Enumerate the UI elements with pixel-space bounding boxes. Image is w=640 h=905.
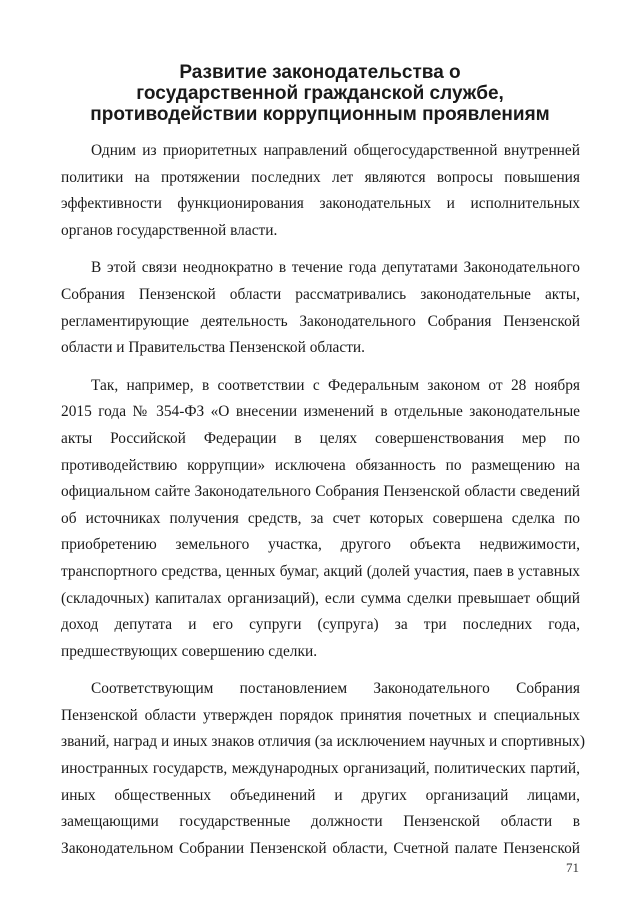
page-number: 71 — [566, 860, 579, 875]
text-line: предшествующих совершению сделки. — [61, 642, 318, 660]
text-line: регламентирующие деятельность Законодательного Собрания Пензенской — [61, 312, 580, 330]
text-line: приобретению земельного участка, другого объекта недвижимости, — [61, 536, 580, 554]
paragraph — [61, 255, 580, 361]
text-line: противодействию коррупции» исключена обязанность по размещению на — [61, 456, 580, 474]
paragraph — [61, 676, 586, 862]
title-line: государственной гражданской службе, — [136, 83, 504, 104]
text-line: Одним из приоритетных направлений общегосударственной внутренней — [91, 142, 580, 159]
text-line: (складочных) капиталах организаций), если сумма сделки превышает общий — [61, 589, 580, 607]
paragraph — [61, 138, 580, 244]
text-line: Соответствующим постановлением Законодательного Собрания — [91, 680, 580, 698]
document-title — [40, 62, 600, 125]
text-line: В этой связи неоднократно в течение года депутатами Законодательного — [91, 259, 580, 277]
text-line: званий, наград и иных знаков отличия (за исключением научных и спортивных) — [61, 733, 586, 751]
text-line: транспортного средства, ценных бумаг, акций (долей участия, паев в уставных — [61, 562, 580, 580]
text-line: 2015 года № 354-ФЗ «О внесении изменений в отдельные законодательные — [61, 403, 580, 421]
text-line: замещающими государственные должности Пензенской области в — [61, 813, 580, 831]
text-line: об источниках получения средств, за счет которых совершена сделка по — [61, 509, 580, 527]
text-line: Так, например, в соответствии с Федеральным законом от 28 ноября — [91, 376, 580, 394]
text-line: Пензенской области утвержден порядок принятия почетных и специальных — [61, 706, 580, 724]
text-line: эффективности функционирования законодательных и исполнительных — [61, 195, 580, 213]
text-line: акты Российской Федерации в целях совершенствования мер по — [61, 429, 580, 447]
text-line: иных общественных объединений и других организаций лицами, — [61, 786, 580, 804]
text-line: официальном сайте Законодательного Собрания Пензенской области сведений — [61, 483, 580, 501]
text-line: иностранных государств, международных организаций, политических партий, — [61, 760, 580, 778]
text-line: политики на протяжении последних лет являются вопросы повышения — [61, 168, 580, 186]
title-line: противодействии коррупционным проявлениям — [90, 104, 550, 125]
text-line: Законодательном Собрании Пензенской области, Счетной палате Пензенской — [61, 839, 580, 857]
paragraph — [61, 373, 580, 666]
text-line: области и Правительства Пензенской области. — [61, 339, 366, 357]
text-line: Собрания Пензенской области рассматривались законодательные акты, — [61, 285, 580, 303]
text-line: доход депутата и его супруги (супруга) за три последних года, — [61, 616, 580, 634]
document-body — [61, 138, 586, 873]
text-line: органов государственной власти. — [61, 221, 278, 239]
title-line: Развитие законодательства о — [179, 62, 461, 83]
